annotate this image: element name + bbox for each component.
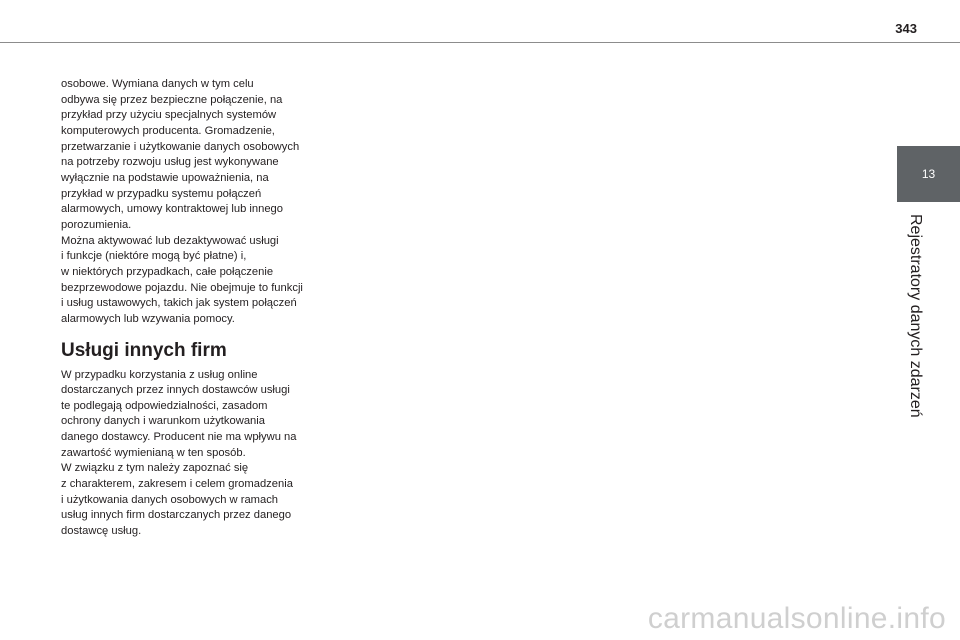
text-line: odbywa się przez bezpieczne połączenie, na [61,93,283,106]
text-line: z charakterem, zakresem i celem gromadzenia [61,478,293,491]
text-line: porozumienia. [61,218,132,231]
text-line: W przypadku korzystania z usług online [61,368,258,381]
chapter-tab[interactable] [897,146,960,202]
text-line: i funkcje (niektóre mogą być płatne) i, [61,250,247,263]
text-line: ochrony danych i warunkom użytkowania [61,415,265,428]
text-line: przykład przy użyciu specjalnych systemów [61,109,277,122]
text-line: wyłącznie na podstawie upoważnienia, na [61,171,269,184]
text-line: danego dostawcy. Producent nie ma wpływu na [61,431,297,444]
text-line: te podlegają odpowiedzialności, zasadom [61,399,268,412]
section-heading: Usługi innych firm [61,339,227,361]
text-line: dostarczanych przez innych dostawców usługi [61,384,290,397]
text-line: W związku z tym należy zapoznać się [61,462,249,475]
text-line: i użytkowania danych osobowych w ramach [61,493,279,506]
text-line: usług innych firm dostarczanych przez danego [61,509,292,522]
header-divider [0,42,960,43]
text-line: komputerowych producenta. Gromadzenie, [61,124,275,137]
text-line: alarmowych, umowy kontraktowej lub innego [61,203,283,216]
text-line: alarmowych lub wzywania pomocy. [61,312,235,325]
text-line: zawartość wymienianą w ten sposób. [61,446,246,459]
paragraph-activation [61,234,336,328]
chapter-number: 13 [921,167,936,181]
text-line: przetwarzanie i użytkowanie danych osobowych [61,140,300,153]
page-number: 343 [895,21,917,36]
text-line: i usług ustawowych, takich jak system połączeń [61,297,297,310]
paragraph-third-party [61,368,336,462]
text-line: osobowe. Wymiana danych w tym celu [61,78,254,90]
text-line: dostawcę usług. [61,525,142,538]
watermark: carmanualsonline.info [647,602,946,635]
paragraph-personal-data [61,77,336,234]
text-line: na potrzeby rozwoju usług jest wykonywane [61,156,279,169]
page-content [61,77,336,540]
text-line: przykład w przypadku systemu połączeń [61,187,262,200]
text-line: Można aktywować lub dezaktywować usługi [61,234,279,247]
text-line: bezprzewodowe pojazdu. Nie obejmuje to funkcji [61,281,303,294]
paragraph-review [61,461,336,539]
text-line: w niektórych przypadkach, całe połączenie [61,265,274,278]
chapter-title: Rejestratory danych zdarzeń [907,214,924,418]
